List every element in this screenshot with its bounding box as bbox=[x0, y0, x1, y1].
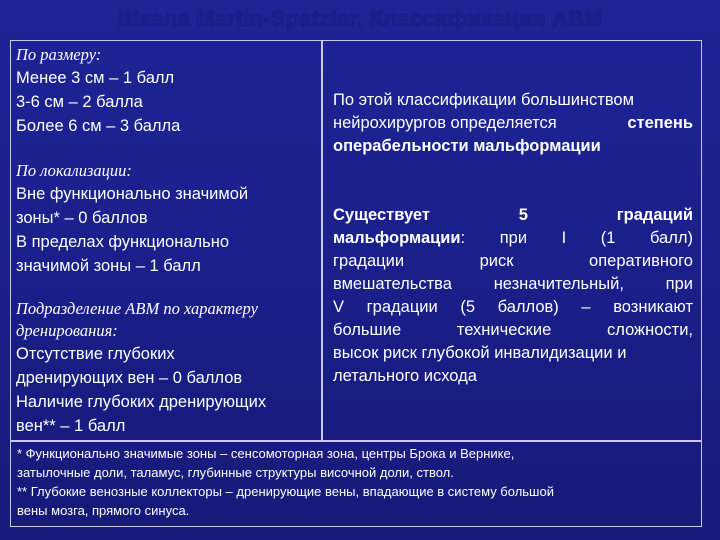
drainage-line: дренирующих вен – 0 баллов bbox=[16, 369, 243, 387]
footnotes bbox=[17, 444, 697, 520]
location-line: значимой зоны – 1 балл bbox=[16, 257, 201, 275]
footnote-line: * Функционально значимые зоны – сенсомоторная зона, центры Брока и Вернике, bbox=[17, 446, 515, 461]
footnote-line: ** Глубокие венозные коллекторы – дренирующие вены, впадающие в систему большой bbox=[17, 484, 554, 499]
grades-line: мальформации: при I (1 балл) bbox=[333, 229, 693, 247]
size-line: Менее 3 см – 1 балл bbox=[16, 69, 175, 87]
size-heading: По размеру: bbox=[16, 45, 102, 64]
classification-note bbox=[333, 89, 693, 158]
grades-line: летального исхода bbox=[333, 367, 477, 385]
note-line bbox=[333, 112, 693, 135]
size-line: 3-6 см – 2 балла bbox=[16, 93, 143, 111]
grades-line: градации риск оперативного bbox=[333, 252, 693, 270]
location-line: Вне функционально значимой bbox=[16, 185, 249, 203]
grades-note bbox=[333, 204, 693, 388]
note-text: нейрохирургов определяется bbox=[333, 114, 557, 132]
grades-line: большие технические сложности, bbox=[333, 321, 693, 339]
drainage-heading: Подразделение АВМ по характеру bbox=[16, 299, 258, 318]
footnote-line: вены мозга, прямого синуса. bbox=[17, 503, 190, 518]
drainage-line: Отсутствие глубоких bbox=[16, 345, 175, 363]
size-line: Более 6 см – 3 балла bbox=[16, 117, 181, 135]
footnote-line: затылочные доли, таламус, глубинные структуры височной доли, ствол. bbox=[17, 465, 454, 480]
location-heading: По локализации: bbox=[16, 161, 132, 180]
note-line: По этой классификации большинством bbox=[333, 91, 634, 109]
drainage-line: вен** – 1 балл bbox=[16, 417, 126, 435]
criteria-column bbox=[16, 44, 320, 438]
location-line: зоны* – 0 баллов bbox=[16, 209, 148, 227]
note-bold-line: операбельности мальформации bbox=[333, 137, 601, 155]
drainage-line: Наличие глубоких дренирующих bbox=[16, 393, 267, 411]
grades-line: вмешательства незначительный, при bbox=[333, 275, 693, 293]
grades-line: V градации (5 баллов) – возникают bbox=[333, 298, 693, 316]
drainage-heading: дренирования: bbox=[16, 321, 118, 340]
location-line: В пределах функционально bbox=[16, 233, 230, 251]
grades-line: высок риск глубокой инвалидизации и bbox=[333, 344, 627, 362]
slide-title: Шкала Martin-Spetzler. Классификация АВМ bbox=[117, 6, 603, 31]
grades-line: Существует 5 градаций bbox=[333, 206, 693, 224]
note-bold-text: степень bbox=[627, 114, 693, 132]
